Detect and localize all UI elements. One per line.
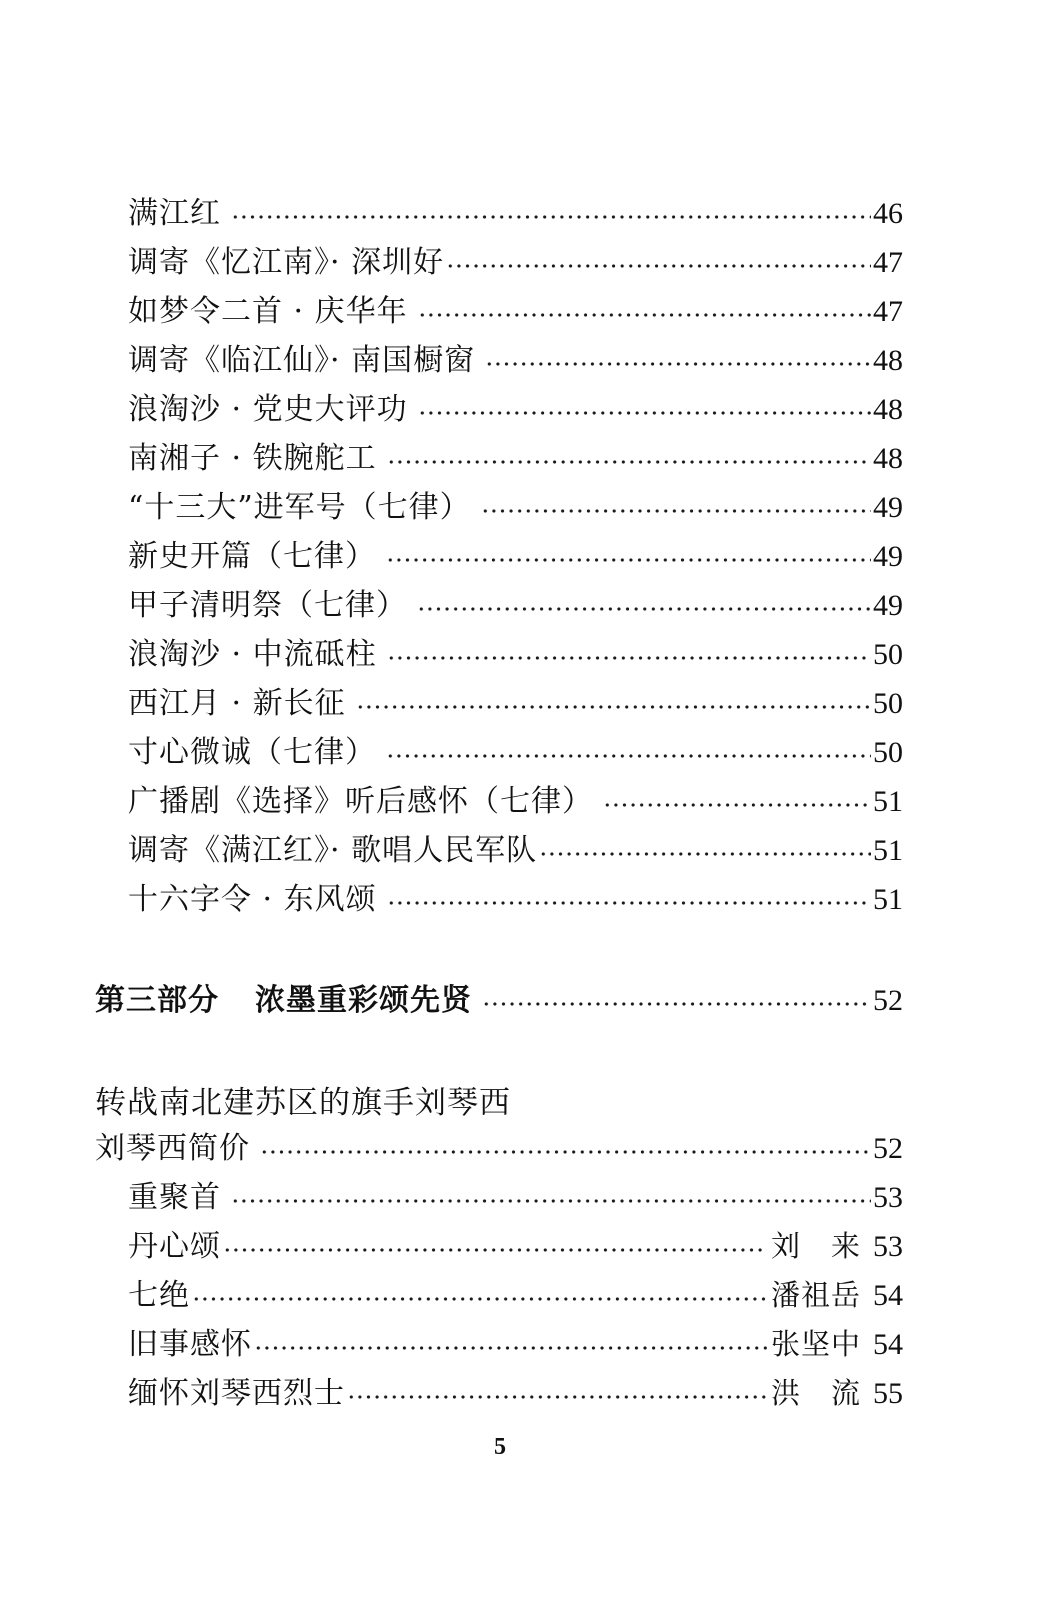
page-number: 5 bbox=[494, 1434, 506, 1460]
entry-author: 刘 来 bbox=[770, 1229, 861, 1263]
dot-leader bbox=[446, 238, 871, 287]
entry-page: 51 bbox=[873, 883, 903, 916]
entry-page: 53 bbox=[873, 1230, 903, 1263]
section-title: 浓墨重彩颂先贤 bbox=[255, 983, 472, 1018]
dot-leader bbox=[231, 1173, 871, 1222]
entry-title: 丹心颂 bbox=[128, 1229, 221, 1264]
entry-page: 48 bbox=[873, 393, 903, 426]
section-block bbox=[0, 976, 1048, 1025]
toc-entry bbox=[0, 483, 903, 532]
entry-page: 47 bbox=[873, 295, 903, 328]
dot-leader bbox=[387, 630, 871, 679]
entry-page: 50 bbox=[873, 736, 903, 769]
toc-entry bbox=[0, 189, 903, 238]
dot-leader bbox=[192, 1271, 767, 1320]
dot-leader bbox=[223, 1222, 767, 1271]
entry-title: 西江月 · 新长征 bbox=[128, 686, 346, 721]
entry-title: 七绝 bbox=[128, 1278, 190, 1313]
entry-author: 洪 流 bbox=[770, 1376, 861, 1410]
toc-entry bbox=[0, 1124, 903, 1173]
toc-entry bbox=[0, 1320, 903, 1369]
entry-author: 张坚中 bbox=[770, 1327, 861, 1361]
entry-title: 浪淘沙 · 党史大评功 bbox=[128, 392, 408, 427]
section-label: 第三部分 bbox=[95, 983, 219, 1018]
toc-entry bbox=[0, 1369, 903, 1418]
intro-page: 52 bbox=[873, 1132, 903, 1165]
entry-page: 48 bbox=[873, 344, 903, 377]
toc-entry bbox=[0, 875, 903, 924]
toc-entry bbox=[0, 1222, 903, 1271]
dot-leader bbox=[481, 483, 871, 532]
dot-leader bbox=[485, 336, 871, 385]
section-heading bbox=[0, 976, 903, 1025]
toc-entry bbox=[0, 581, 903, 630]
entry-title: 调寄《忆江南》· 深圳好 bbox=[128, 245, 445, 280]
dot-leader bbox=[347, 1369, 767, 1418]
toc-entry bbox=[0, 728, 903, 777]
entry-page: 55 bbox=[873, 1377, 903, 1410]
toc-entry bbox=[0, 434, 903, 483]
entry-page: 54 bbox=[873, 1279, 903, 1312]
entry-page: 49 bbox=[873, 540, 903, 573]
dot-leader bbox=[231, 189, 871, 238]
entry-title: 新史开篇（七律） bbox=[128, 539, 376, 574]
entry-title: 寸心微诚（七律） bbox=[128, 735, 376, 770]
entry-page: 50 bbox=[873, 687, 903, 720]
dot-leader bbox=[418, 385, 871, 434]
entry-page: 49 bbox=[873, 491, 903, 524]
entry-page: 48 bbox=[873, 442, 903, 475]
section-page: 52 bbox=[873, 984, 903, 1017]
entry-page: 46 bbox=[873, 197, 903, 230]
entry-title: 旧事感怀 bbox=[128, 1327, 252, 1362]
dot-leader bbox=[386, 532, 871, 581]
dot-leader bbox=[417, 581, 871, 630]
toc-entry bbox=[0, 1271, 903, 1320]
entry-page: 51 bbox=[873, 834, 903, 867]
dot-leader bbox=[603, 777, 871, 826]
entry-title: 重聚首 bbox=[128, 1180, 221, 1215]
entry-title: “十三大”进军号（七律） bbox=[128, 490, 471, 525]
intro-title: 刘琴西简价 bbox=[95, 1131, 250, 1166]
dot-leader bbox=[539, 826, 871, 875]
entry-title: 十六字令 · 东风颂 bbox=[128, 882, 377, 917]
entry-title: 如梦令二首 · 庆华年 bbox=[128, 294, 408, 329]
dot-leader bbox=[482, 976, 871, 1025]
dot-leader bbox=[260, 1124, 871, 1173]
subsection-heading: 转战南北建苏区的旗手刘琴西 bbox=[95, 1085, 511, 1121]
subsection-block bbox=[0, 1082, 1048, 1418]
entry-title: 缅怀刘琴西烈士 bbox=[128, 1376, 345, 1411]
entry-page: 51 bbox=[873, 785, 903, 818]
toc-entry bbox=[0, 238, 903, 287]
dot-leader bbox=[386, 728, 871, 777]
entry-page: 53 bbox=[873, 1181, 903, 1214]
toc-entry bbox=[0, 777, 903, 826]
toc-entry bbox=[0, 385, 903, 434]
dot-leader bbox=[254, 1320, 767, 1369]
entry-title: 调寄《满江红》· 歌唱人民军队 bbox=[128, 833, 538, 868]
entry-title: 广播剧《选择》听后感怀（七律） bbox=[128, 784, 593, 819]
toc-entry bbox=[0, 679, 903, 728]
toc-entry bbox=[0, 287, 903, 336]
dot-leader bbox=[387, 434, 871, 483]
entry-title: 南湘子 · 铁腕舵工 bbox=[128, 441, 377, 476]
entry-title: 调寄《临江仙》· 南国橱窗 bbox=[128, 343, 476, 378]
entry-title: 满江红 bbox=[128, 196, 221, 231]
toc-list bbox=[0, 189, 1048, 924]
entry-title: 浪淘沙 · 中流砥柱 bbox=[128, 637, 377, 672]
entry-page: 50 bbox=[873, 638, 903, 671]
dot-leader bbox=[418, 287, 871, 336]
toc-entry bbox=[0, 630, 903, 679]
entry-author: 潘祖岳 bbox=[770, 1278, 861, 1312]
entry-page: 47 bbox=[873, 246, 903, 279]
dot-leader bbox=[387, 875, 871, 924]
toc-entry bbox=[0, 336, 903, 385]
entry-title: 甲子清明祭（七律） bbox=[128, 588, 407, 623]
entry-page: 49 bbox=[873, 589, 903, 622]
entry-page: 54 bbox=[873, 1328, 903, 1361]
toc-entry bbox=[0, 826, 903, 875]
dot-leader bbox=[356, 679, 871, 728]
toc-entry bbox=[0, 1173, 903, 1222]
toc-entry bbox=[0, 532, 903, 581]
